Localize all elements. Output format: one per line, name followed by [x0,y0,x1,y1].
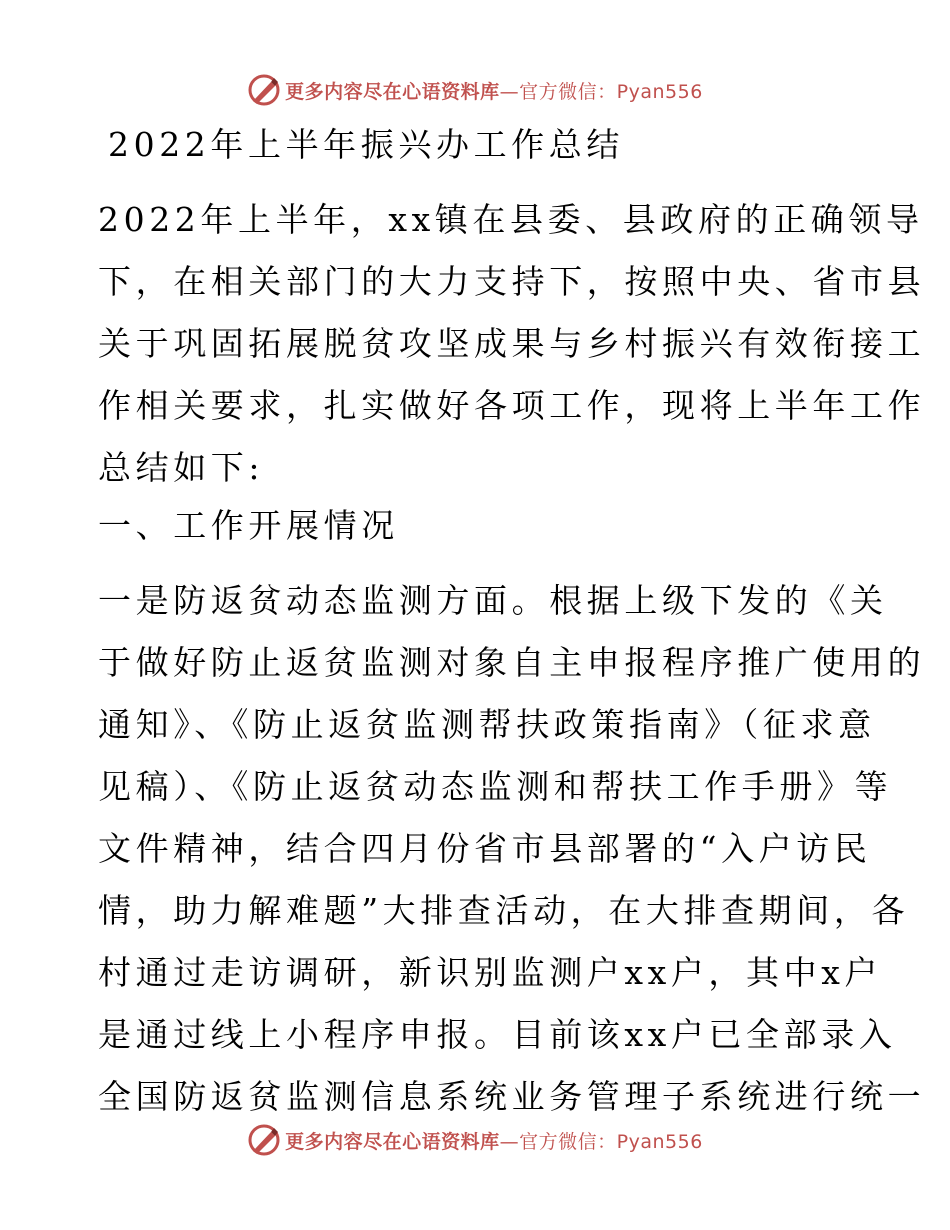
section-heading: 一、工作开展情况 [98,506,399,545]
intro-line: 下，在相关部门的大力支持下，按照中央、省市县 [98,262,926,301]
watermark-main: 更多内容尽在心语资料库 [285,1130,500,1153]
watermark-main: 更多内容尽在心语资料库 [285,80,500,103]
watermark-contact: 官方微信：Pyan556 [519,80,703,103]
pen-logo-icon [247,73,281,107]
section-paragraph [98,581,925,1139]
section-line: 见稿）、《防止返贫动态监测和帮扶工作手册》等 [98,767,893,806]
intro-line: 关于巩固拓展脱贫攻坚成果与乡村振兴有效衔接工 [98,324,926,363]
watermark-text [285,77,703,104]
section-line: 于做好防止返贫监测对象自主申报程序推广使用的 [98,643,926,682]
watermark-contact: 官方微信：Pyan556 [519,1130,703,1153]
section-line: 文件精神，结合四月份省市县部署的“入户访民 [98,829,872,868]
section-line: 通知》、《防止返贫监测帮扶政策指南》（征求意 [98,705,876,744]
intro-paragraph [98,200,925,510]
watermark-separator: — [499,80,520,103]
pen-logo-icon [247,1123,281,1157]
section-line: 一是防返贫动态监测方面。根据上级下发的《关 [98,581,888,620]
section-line: 是通过线上小程序申报。目前该xx户已全部录入 [98,1015,897,1054]
watermark-text [285,1127,703,1154]
section-line: 村通过走访调研，新识别监测户xx户，其中x户 [98,953,883,992]
watermark-header [0,70,950,110]
watermark-footer [0,1120,950,1160]
section-line: 全国防返贫监测信息系统业务管理子系统进行统一 [98,1077,926,1116]
watermark-separator: — [499,1130,520,1153]
document-title: 2022年上半年振兴办工作总结 [108,125,624,164]
section-line: 情，助力解难题”大排查活动，在大排查期间，各 [98,891,910,930]
intro-line: 2022年上半年，xx镇在县委、县政府的正确领导 [98,200,924,239]
intro-line: 作相关要求，扎实做好各项工作，现将上半年工作 [98,386,926,425]
intro-line: 总结如下: [98,448,265,487]
